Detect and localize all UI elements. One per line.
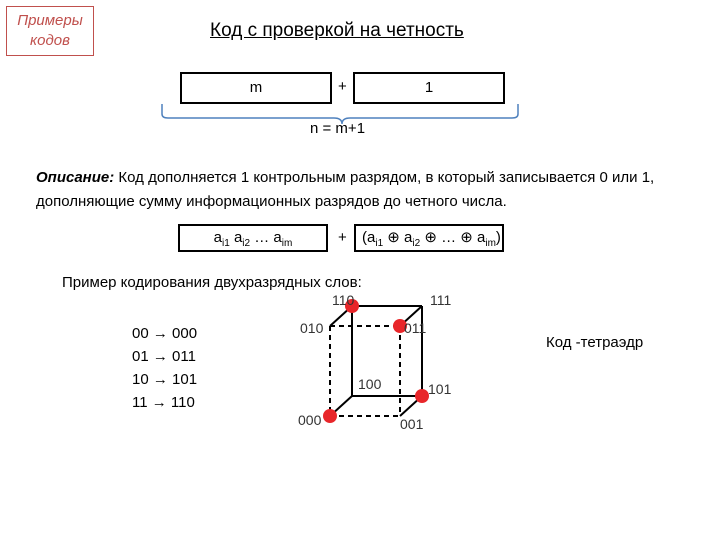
vertex-label-100: 100 (358, 376, 382, 392)
example-heading: Пример кодирования двухразрядных слов: (62, 274, 362, 291)
codeword-marker-000 (323, 409, 337, 423)
vertex-label-010: 010 (300, 320, 324, 336)
encoding-row: 11 → 110 (132, 394, 195, 411)
tetrahedron-label: Код -тетраэдр (546, 334, 644, 351)
encoding-row: 00 → 000 (132, 325, 198, 342)
description-lead: Описание: (36, 169, 115, 186)
page-title: Код с проверкой на четность (210, 20, 464, 41)
parity-formula: ($a_{i1}$ ⊕ $a_{i2}$ ⊕ … ⊕ $a_{im}$) (362, 229, 501, 249)
encoding-row: 10 → 101 (132, 371, 198, 388)
plus-sign: + (338, 78, 347, 95)
vertex-label-000: 000 (298, 412, 322, 428)
parity-formula-box (354, 224, 504, 252)
section-label: Примеры кодов (6, 6, 94, 56)
vertex-label-101: 101 (428, 381, 452, 397)
description-paragraph (36, 166, 696, 214)
vertex-label-011: 011 (404, 320, 427, 336)
length-formula: n = m+1 (310, 120, 366, 137)
encoding-table (132, 322, 197, 414)
vertex-label-001: 001 (400, 416, 424, 432)
info-bits-box (178, 224, 328, 252)
parity-bit-box: 1 (353, 72, 505, 104)
encoding-row: 01 → 011 (132, 348, 196, 365)
message-bits-box: m (180, 72, 332, 104)
info-bits-formula: $a_{i1}$ $a_{i2}$ … $a_{im}$ (213, 229, 293, 249)
codeword-marker-101 (415, 389, 429, 403)
vertex-label-110: 110 (332, 292, 355, 308)
plus-sign-2: + (338, 229, 347, 246)
description-text: Код дополняется 1 контрольным разрядом, в который записывается 0 или 1, дополняющие сумму информационных разрядов до четного числа. (36, 169, 655, 210)
vertex-label-111: 111 (430, 292, 452, 308)
